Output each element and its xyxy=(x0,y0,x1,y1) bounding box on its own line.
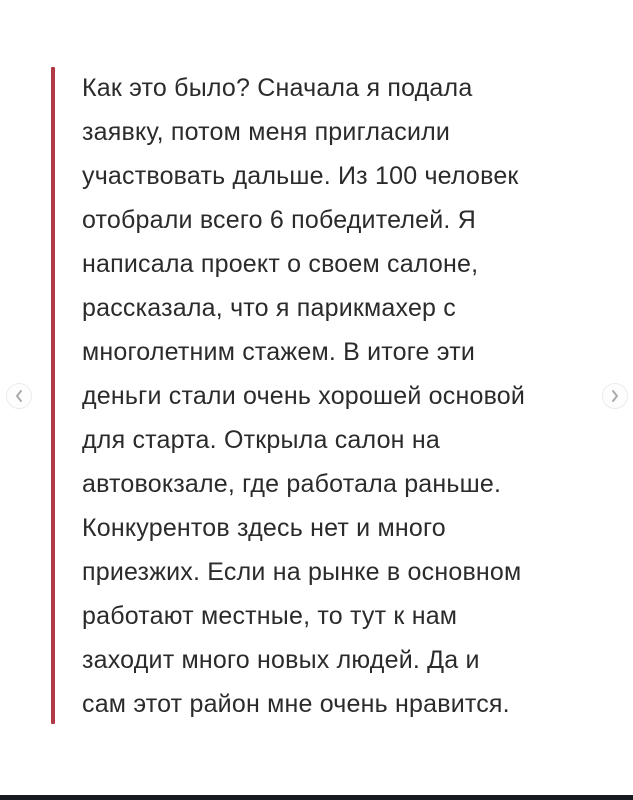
chevron-right-icon xyxy=(610,389,620,403)
quote-line: работают местные, то тут к нам xyxy=(82,602,458,630)
quote-text xyxy=(82,66,622,726)
quote-line: деньги стали очень хорошей основой xyxy=(82,382,526,410)
bottom-edge-bar xyxy=(0,795,633,800)
quote-line: многолетним стажем. В итоге эти xyxy=(82,338,476,366)
quote-line: Как это было? Сначала я подала xyxy=(82,74,473,102)
quote-line: заявку, потом меня пригласили xyxy=(82,118,451,146)
quote-line: автовокзале, где работала раньше. xyxy=(82,470,502,498)
quote-accent-bar xyxy=(51,67,55,724)
chevron-left-icon xyxy=(14,389,24,403)
quote-line: участвовать дальше. Из 100 человек xyxy=(82,162,519,190)
quote-line: для старта. Открыла салон на xyxy=(82,426,440,454)
quote-line: заходит много новых людей. Да и xyxy=(82,646,480,674)
quote-line: Конкурентов здесь нет и много xyxy=(82,514,446,542)
next-button[interactable] xyxy=(602,383,628,409)
quote-line: приезжих. Если на рынке в основном xyxy=(82,558,522,586)
quote-line: рассказала, что я парикмахер с xyxy=(82,294,457,322)
prev-button[interactable] xyxy=(6,383,32,409)
quote-line: написала проект о своем салоне, xyxy=(82,250,479,278)
quote-line: отобрали всего 6 победителей. Я xyxy=(82,206,476,234)
quote-line: сам этот район мне очень нравится. xyxy=(82,690,510,718)
